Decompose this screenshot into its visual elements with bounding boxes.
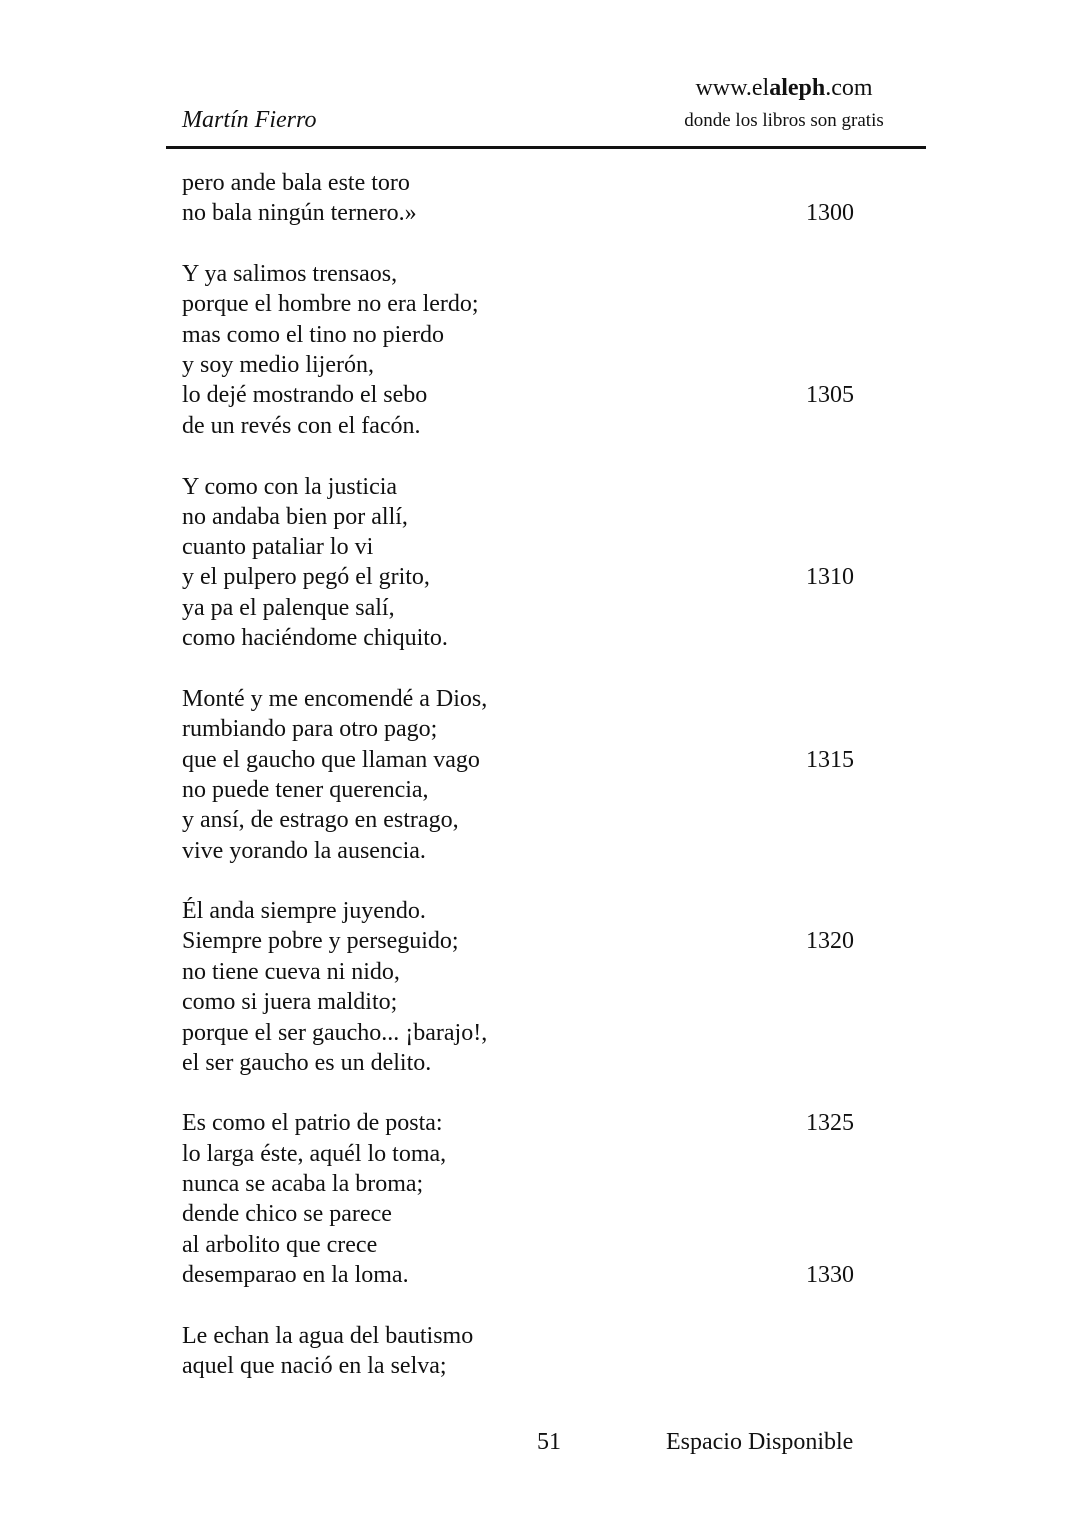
verse-line: porque el hombre no era lerdo;: [182, 291, 479, 317]
verse-line: no bala ningún ternero.»: [182, 200, 417, 226]
verse-line: porque el ser gaucho... ¡barajo!,: [182, 1020, 488, 1046]
verse-line: Y ya salimos trensaos,: [182, 261, 398, 287]
verse-line: nunca se acaba la broma;: [182, 1171, 424, 1197]
verse-line: Él anda siempre juyendo.: [182, 898, 426, 924]
footer-note: Espacio Disponible: [666, 1429, 854, 1455]
verse-line: que el gaucho que llaman vago: [182, 747, 480, 773]
verse-line: no andaba bien por allí,: [182, 504, 408, 530]
verse-line: como haciéndome chiquito.: [182, 625, 448, 651]
line-number: 1310: [806, 564, 854, 590]
verse-line: no puede tener querencia,: [182, 777, 429, 803]
page-number: 51: [537, 1429, 561, 1455]
line-number: 1305: [806, 382, 854, 408]
site-tagline: donde los libros son gratis: [684, 110, 884, 131]
book-title: Martín Fierro: [182, 107, 317, 133]
verse-line: dende chico se parece: [182, 1201, 392, 1227]
verse-line: ya pa el palenque salí,: [182, 595, 395, 621]
verse-line: no tiene cueva ni nido,: [182, 959, 400, 985]
verse-line: como si juera maldito;: [182, 989, 398, 1015]
line-number: 1320: [806, 928, 854, 954]
verse-line: desemparao en la loma.: [182, 1262, 409, 1288]
line-number: 1325: [806, 1110, 854, 1136]
verse-line: al arbolito que crece: [182, 1232, 378, 1258]
verse-line: aquel que nació en la selva;: [182, 1353, 447, 1379]
verse-line: cuanto pataliar lo vi: [182, 534, 374, 560]
verse-line: el ser gaucho es un delito.: [182, 1050, 432, 1076]
verse-line: Es como el patrio de posta:: [182, 1110, 443, 1136]
verse-line: y soy medio lijerón,: [182, 352, 374, 378]
verse-line: mas como el tino no pierdo: [182, 322, 444, 348]
verse-line: Siempre pobre y perseguido;: [182, 928, 459, 954]
verse-line: y el pulpero pegó el grito,: [182, 564, 430, 590]
verse-line: Y como con la justicia: [182, 474, 398, 500]
verse-line: vive yorando la ausencia.: [182, 838, 426, 864]
verse-line: pero ande bala este toro: [182, 170, 410, 196]
line-number: 1330: [806, 1262, 854, 1288]
line-number: 1315: [806, 747, 854, 773]
verse-line: de un revés con el facón.: [182, 413, 421, 439]
verse-line: lo dejé mostrando el sebo: [182, 382, 428, 408]
header-divider: [166, 146, 926, 149]
verse-line: y ansí, de estrago en estrago,: [182, 807, 459, 833]
verse-line: lo larga éste, aquél lo toma,: [182, 1141, 447, 1167]
verse-line: Monté y me encomendé a Dios,: [182, 686, 488, 712]
site-url[interactable]: www.elaleph.com: [695, 75, 873, 101]
line-number: 1300: [806, 200, 854, 226]
verse-line: rumbiando para otro pago;: [182, 716, 438, 742]
verse-line: Le echan la agua del bautismo: [182, 1323, 474, 1349]
